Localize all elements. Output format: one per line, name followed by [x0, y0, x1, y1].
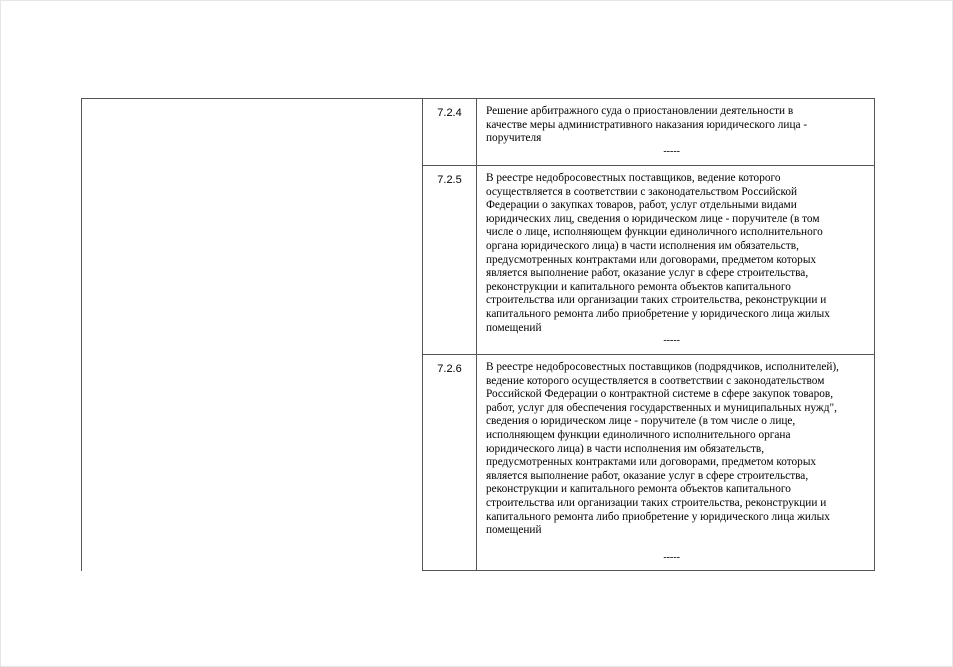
empty-cell [81, 165, 422, 354]
text-line: числе о лице, исполняющем функции единоличного исполнительного [486, 226, 823, 239]
text-line: Федерации о закупках товаров, работ, услуг отдельными видами [486, 199, 797, 212]
text-line: реконструкции и капитального ремонта объектов капитального [486, 483, 791, 496]
text-line: В реестре недобросовестных поставщиков (подрядчиков, исполнителей), [486, 361, 839, 373]
text-line: качестве меры административного наказания юридического лица - [486, 118, 808, 131]
requirements-table [81, 98, 875, 571]
row-number: 7.2.5 [422, 165, 477, 354]
text-line: работ, услуг для обеспечения государственных и муниципальных нужд", [486, 401, 837, 414]
text-line: капитального ремонта либо приобретение у юридического лица жилых [486, 510, 830, 523]
text-line: юридического лица) в части исполнения им обязательств, [486, 442, 765, 455]
text-line: сведения о юридическом лице - поручителе (в том числе о лице, [486, 415, 796, 428]
text-line: юридических лиц, сведения о юридическом лице - поручителе (в том [486, 212, 820, 225]
text-line: осуществляется в соответствии с законодательством Российской [486, 185, 798, 198]
table-row [81, 354, 875, 571]
text-line: является выполнение работ, оказание услуг в сфере строительства, [486, 469, 809, 482]
text-line: капитального ремонта либо приобретение у юридического лица жилых [486, 307, 830, 320]
text-line: предусмотренных контрактами или договорами, предметом которых [486, 253, 817, 266]
text-line: строительства или организации таких строительства, реконструкции и [486, 294, 827, 307]
text-line: исполняющем функции единоличного исполнительного органа [486, 428, 791, 441]
empty-cell [81, 354, 422, 571]
row-value: ----- [663, 145, 680, 157]
text-line: поручителя [486, 132, 542, 145]
row-text [477, 354, 875, 571]
table-row [81, 165, 875, 354]
row-value: ----- [663, 551, 680, 563]
row-number: 7.2.6 [422, 354, 477, 571]
text-line: В реестре недобросовестных поставщиков, ведение которого [486, 172, 781, 184]
text-line: строительства или организации таких строительства, реконструкции и [486, 496, 827, 509]
text-line: помещений [486, 321, 542, 334]
row-value: ----- [663, 335, 680, 347]
text-line: Решение арбитражного суда о приостановлении деятельности в [486, 105, 794, 117]
table-row [81, 98, 875, 165]
text-line: Российской Федерации о контрактной системе в сфере закупок товаров, [486, 388, 834, 401]
row-number: 7.2.4 [422, 98, 477, 165]
row-text [477, 165, 875, 354]
empty-cell [81, 98, 422, 165]
row-text [477, 98, 875, 165]
text-line: органа юридического лица) в части исполнения им обязательств, [486, 239, 799, 252]
text-line: предусмотренных контрактами или договорами, предметом которых [486, 456, 817, 469]
text-line: помещений [486, 524, 542, 537]
text-line: является выполнение работ, оказание услуг в сфере строительства, [486, 267, 809, 280]
text-line: реконструкции и капитального ремонта объектов капитального [486, 280, 791, 293]
text-line: ведение которого осуществляется в соответствии с законодательством [486, 374, 825, 387]
